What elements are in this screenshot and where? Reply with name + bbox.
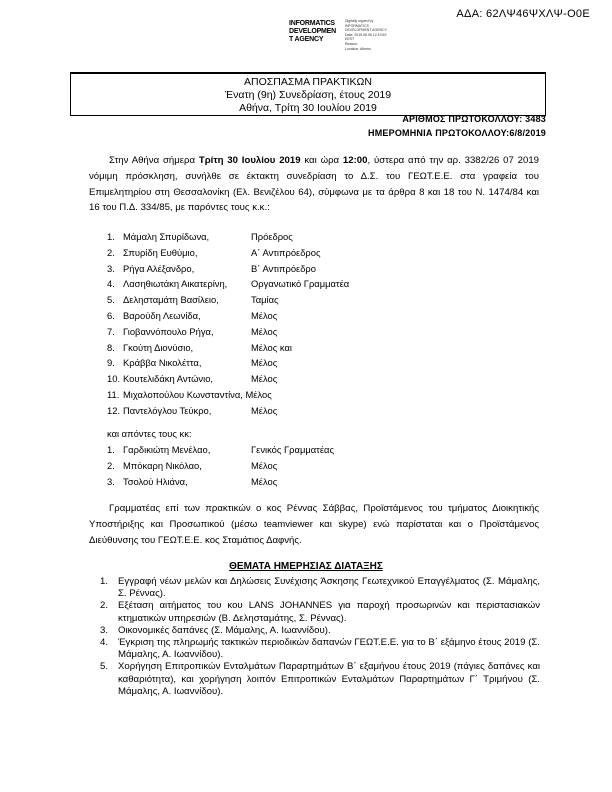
absent-label: και απόντες τους κκ:	[107, 428, 192, 439]
agenda-item: 2. Εξέταση αιτήματος του κου LANS JOHANNES για παροχή προσωρινών και περιστασιακών κτηματικών υπηρεσιών (Β. Δελησταμάτης, Σ. Ρέννας).	[100, 600, 540, 624]
stamp-line: DEVELOPMEN	[289, 28, 337, 35]
protocol-date: ΗΜΕΡΟΜΗΝΙΑ ΠΡΩΤΟΚΟΛΛΟΥ:6/8/2019	[368, 128, 546, 138]
protocol-number: ΑΡΙΘΜΟΣ ΠΡΩΤΟΚΟΛΛΟΥ: 3483	[402, 114, 546, 124]
stamp-line: T AGENCY	[289, 36, 324, 43]
meeting-date: Τρίτη 30 Ιουλίου 2019	[198, 155, 301, 166]
session-place-date: Αθήνα, Τρίτη 30 Ιουλίου 2019	[239, 102, 377, 114]
secretary-paragraph: Γραμματέας επί των πρακτικών ο κος Ρέννας Σάββας, Προϊστάμενος του τμήματος Διοικητικής Υποστήριξης και Προσωπικού (μέσω teamviewer και skype) ενώ παρίσταται και ο Προϊστάμενος Διεύθυνσης του ΓΕΩΤ.Ε.Ε. κος Σταμάτιος Δαφνής.	[89, 503, 539, 546]
document-title: ΑΠΟΣΠΑΣΜΑ ΠΡΑΚΤΙΚΩΝ	[244, 76, 372, 88]
agenda-list	[100, 576, 540, 698]
agenda-item: 5. Χορήγηση Επιτροπικών Ενταλμάτων Παραρτημάτων Β΄ εξαμήνου έτους 2019 (πάγιες δαπάνες και καθαριότητα), και χορήγηση λοιπόν Επιτροπικών Ενταλμάτων Παραρτημάτων Γ΄ Τριμήνου (Σ. Μάμαλης, Α. Ιωαννίδου).	[100, 661, 540, 697]
session-title: Ένατη (9η) Συνεδρίαση, έτους 2019	[224, 89, 392, 101]
agenda-item: 4. Έγκριση της πληρωμής τακτικών περιοδικών δαπανών ΓΕΩΤ.Ε.Ε. για το Β΄ εξάμηνο έτους 2019 (Σ. Μάμαλης, Α. Ιωαννίδου).	[100, 637, 540, 661]
ada-code: ΑΔΑ: 62ΛΨ46ΨΧΛΨ-Ο0Ε	[456, 8, 590, 20]
meeting-time: 12:00	[342, 155, 368, 166]
signature-stamp	[289, 20, 336, 44]
stamp-line: INFORMATICS	[289, 20, 335, 27]
signature-details: Digitally signed by INFORMATICS DEVELOPMENT AGENCY Date: 2019.08.06 12:19:53 EEST Reason: Location: Athens	[345, 19, 387, 51]
agenda-title: ΘΕΜΑΤΑ ΗΜΕΡΗΣΙΑΣ ΔΙΑΤΑΞΗΣ	[229, 561, 383, 572]
document-header-box	[70, 72, 546, 116]
intro-paragraph: Στην Αθήνα σήμερα Τρίτη 30 Ιουλίου 2019 και ώρα 12:00, ύστερα από την αρ. 3382/26 07 2019 νόμιμη πρόσκληση, συνήλθε σε έκτακτη συνεδρίαση το Δ.Σ. του ΓΕΩΤ.Ε.Ε. στα γραφεία του Επιμελητηρίου στη Θεσσαλονίκη (Ελ. Βενιζέλου 64), σύμφωνα με τα άρθρα 8 και 18 του Ν. 1474/84 και 16 του Π.Δ. 334/85, με παρόντες τους κ.κ.:	[89, 155, 539, 214]
agenda-item: 1. Εγγραφή νέων μελών και Δηλώσεις Συνέχισης Άσκησης Γεωτεχνικού Επαγγέλματος (Σ. Μάμαλης, Σ. Ρέννας).	[100, 576, 540, 600]
agenda-item: 3. Οικονομικές δαπάνες (Σ. Μάμαλης, Α. Ιωαννίδου).	[100, 624, 331, 636]
